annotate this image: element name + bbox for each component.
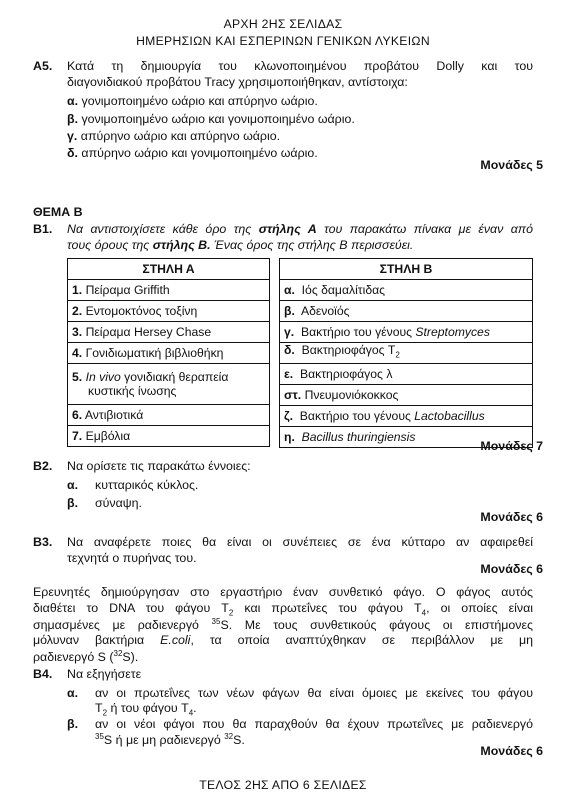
column-a-row: 4. Γονιδιωματική βιβλιοθήκη (68, 343, 270, 364)
option-b4-a-line2: $T_2$ ή του φάγου $T_4$. (95, 701, 197, 718)
option-b4-b-label: β. (67, 717, 79, 731)
column-a-row: 1. Πείραμα Griffith (68, 280, 270, 301)
page-header-line2: ΗΜΕΡΗΣΙΩΝ ΚΑΙ ΕΣΠΕΡΙΝΩΝ ΓΕΝΙΚΩΝ ΛΥΚΕΙΩΝ (136, 34, 430, 48)
option-text: γονιμοποιημένο ωάριο και απύρηνο ωάριο. (81, 94, 318, 108)
column-b-row: δ. Βακτηριοφάγος $T_2$ (280, 343, 533, 364)
option-b4-a-label: α. (67, 686, 79, 700)
option-a5-b (67, 112, 355, 126)
column-b-row: ζ. Βακτήριο του γένους Lactobacillus (280, 406, 533, 427)
option-text: απύρηνο ωάριο και γονιμοποιημένο ωάριο. (81, 146, 318, 160)
page-header-line1: ΑΡΧΗ 2ΗΣ ΣΕΛΙΔΑΣ (223, 17, 343, 31)
option-text: γονιμοποιημένο ωάριο και γονιμοποιημένο ωάριο. (81, 112, 355, 126)
option-b2-b-label: β. (67, 496, 79, 510)
column-a-row: 3. Πείραμα Hersey Chase (68, 322, 270, 343)
question-b4-text: Να εξηγήσετε (67, 667, 142, 681)
option-label: α. (67, 94, 79, 108)
option-label: γ. (67, 129, 78, 143)
section-title: ΘΕΜΑ Β (33, 205, 83, 219)
scenario-line2: διαθέτει το DNA του φάγου $T_2$ και πρωτεΐνες του φάγου $T_4$, οι οποίες είναι (33, 601, 533, 618)
score-b3: Μονάδες 6 (480, 562, 543, 576)
question-b3-line2: τεχνητά ο πυρήνας του. (67, 551, 197, 565)
scenario-line5: ραδιενεργό S ($^{32}$S). (33, 649, 139, 665)
column-a-title: ΣΤΗΛΗ Α (68, 259, 270, 280)
column-b-row: α. Ιός δαμαλίτιδας (280, 280, 533, 301)
question-a5-line2: διαγονιδιακού προβάτου Tracy χρησιμοποιήθηκαν, αντίστοιχα: (67, 75, 408, 89)
page-footer: ΤΕΛΟΣ 2ΗΣ ΑΠΟ 6 ΣΕΛΙΔΕΣ (199, 778, 367, 792)
column-a-row: 5. In vivo γονιδιακή θεραπεία κυστικής ίνωσης (68, 364, 270, 405)
column-b-row: β. Αδενοϊός (280, 301, 533, 322)
option-b4-a-line1: αν οι πρωτεΐνες των νέων φάγων θα είναι όμοιες με εκείνες του φάγου (95, 686, 533, 700)
scenario-line4: μόλυναν βακτήρια E.coli, τα οποία αναπτύχθηκαν σε περιβάλλον με μη (33, 633, 533, 647)
column-b-row: στ. Πνευμονιόκοκκος (280, 385, 533, 406)
column-b-row: ε. Βακτηριοφάγος λ (280, 364, 533, 385)
column-b-title: ΣΤΗΛΗ Β (280, 259, 533, 280)
table-column-a (67, 258, 270, 447)
option-a5-a (67, 94, 318, 108)
option-b2-a-label: α. (67, 478, 79, 492)
option-label: β. (67, 112, 79, 126)
score-b1: Μονάδες 7 (480, 439, 543, 453)
question-b1-number: Β1. (33, 222, 53, 236)
column-a-row: 2. Εντομοκτόνος τοξίνη (68, 301, 270, 322)
option-a5-c (67, 129, 280, 143)
question-a5-line1: Κατά τη δημιουργία του κλωνοποιημένου προβάτου Dolly και του (67, 59, 533, 73)
question-b1-line2: τους όρους της στήλης Β. Ένας όρος της στήλης Β περισσεύει. (67, 238, 414, 252)
scenario-line3: σημασμένες με ραδιενεργό $^{35}$S. Με τους συνθετικούς φάγους οι επιστήμονες (33, 617, 533, 633)
column-a-row: 7. Εμβόλια (68, 426, 270, 447)
option-a5-d (67, 146, 318, 160)
score-b4: Μονάδες 6 (480, 744, 543, 758)
question-b4-number: Β4. (33, 667, 53, 681)
table-column-b (279, 258, 533, 448)
option-label: δ. (67, 146, 78, 160)
question-b3-number: Β3. (33, 535, 53, 549)
question-b2-number: Β2. (33, 459, 53, 473)
score-a5: Μονάδες 5 (480, 158, 543, 172)
scenario-line1: Ερευνητές δημιούργησαν στο εργαστήριο έναν συνθετικό φάγο. Ο φάγος αυτός (33, 585, 533, 599)
question-a5-number: Α5. (33, 59, 53, 73)
column-a-row: 6. Αντιβιοτικά (68, 405, 270, 426)
option-b4-b-line1: αν οι νέοι φάγοι που θα παραχθούν θα έχουν πρωτεΐνες με ραδιενεργό (95, 717, 533, 731)
column-b-row: γ. Βακτήριο του γένους Streptomyces (280, 322, 533, 343)
column-b-row: η. Bacillus thuringiensis (280, 427, 533, 448)
question-b3-line1: Να αναφέρετε ποιες θα είναι οι συνέπειες σε ένα κύτταρο αν αφαιρεθεί (67, 535, 533, 549)
score-b2: Μονάδες 6 (480, 510, 543, 524)
option-text: απύρηνο ωάριο και απύρηνο ωάριο. (80, 129, 281, 143)
option-b4-b-line2: $^{35}$S ή με μη ραδιενεργό $^{32}$S. (95, 732, 245, 748)
question-b1-line1: Να αντιστοιχίσετε κάθε όρο της στήλης Α του παρακάτω πίνακα με έναν από (67, 222, 534, 236)
question-b2-text: Να ορίσετε τις παρακάτω έννοιες: (67, 459, 251, 473)
option-b2-a-text: κυτταρικός κύκλος. (95, 478, 199, 492)
option-b2-b-text: σύναψη. (95, 496, 142, 510)
